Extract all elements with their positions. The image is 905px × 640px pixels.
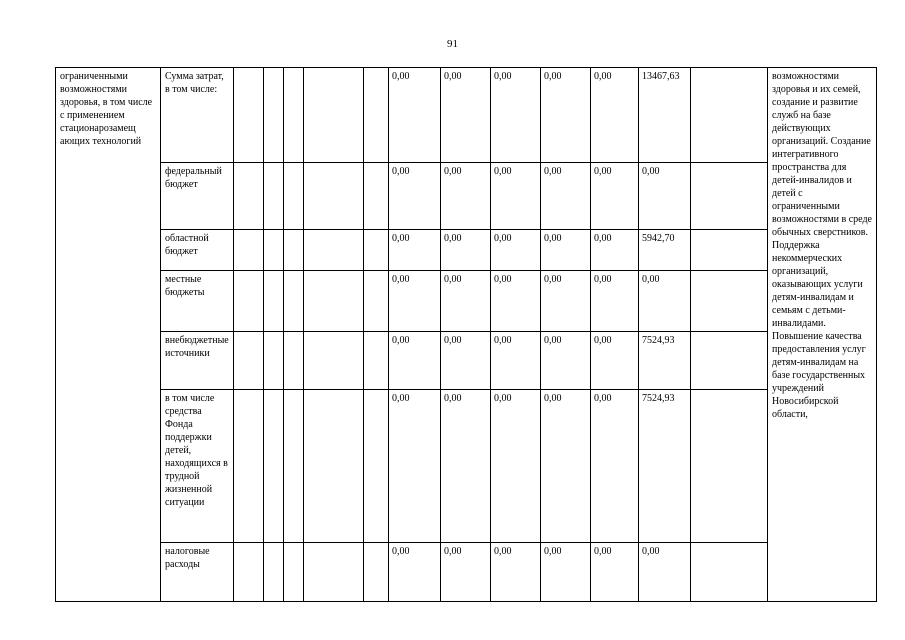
value-cell: 0,00 [491,390,541,543]
row-label: налоговые расходы [161,543,234,602]
value-cell: 0,00 [441,271,491,332]
financing-table [55,67,877,602]
value-cell: 0,00 [541,543,591,602]
row-label: местные бюджеты [161,271,234,332]
value-cell: 0,00 [491,332,541,390]
value-cell: 0,00 [491,543,541,602]
value-cell: 7524,93 [639,332,691,390]
value-cell: 0,00 [541,271,591,332]
row-label: федеральный бюджет [161,163,234,230]
table-row [56,163,877,230]
value-cell: 0,00 [591,543,639,602]
value-cell: 0,00 [639,271,691,332]
value-cell: 0,00 [389,163,441,230]
value-cell: 0,00 [541,163,591,230]
value-cell: 0,00 [441,230,491,271]
value-cell: 0,00 [541,230,591,271]
value-cell: 0,00 [491,271,541,332]
value-cell: 0,00 [639,543,691,602]
value-cell: 0,00 [441,390,491,543]
value-cell: 13467,63 [639,68,691,163]
value-cell: 0,00 [591,163,639,230]
value-cell: 0,00 [441,68,491,163]
value-cell: 7524,93 [639,390,691,543]
value-cell: 0,00 [591,68,639,163]
value-cell: 0,00 [541,68,591,163]
value-cell: 0,00 [389,332,441,390]
table-row [56,390,877,543]
value-cell: 0,00 [591,230,639,271]
value-cell: 0,00 [639,163,691,230]
expected-results-cell: возможностями здоровья и их семей, создание и развитие служб на базе действующих организаций. Создание интегративного пространства для детей-инвалидов и детей с ограниченными возможностями в среде обычных сверстников. Поддержка некоммерческих организаций, оказывающих услуги детям-инвалидам и семьям с детьми-инвалидами. Повышение качества предоставления услуг детям-инвалидам на базе государственных учреждений Новосибирской области, [768,68,877,602]
value-cell: 0,00 [491,230,541,271]
table-row [56,271,877,332]
value-cell: 0,00 [591,390,639,543]
row-label: Сумма затрат, в том числе: [161,68,234,163]
value-cell: 0,00 [491,163,541,230]
value-cell: 0,00 [541,390,591,543]
value-cell: 0,00 [389,68,441,163]
page-number: 91 [447,38,458,50]
value-cell: 0,00 [389,390,441,543]
value-cell: 0,00 [491,68,541,163]
value-cell: 5942,70 [639,230,691,271]
row-label: внебюджетные источники [161,332,234,390]
value-cell: 0,00 [441,543,491,602]
row-label: областной бюджет [161,230,234,271]
table-row [56,332,877,390]
value-cell: 0,00 [441,332,491,390]
value-cell: 0,00 [591,332,639,390]
value-cell: 0,00 [591,271,639,332]
table-row [56,230,877,271]
value-cell: 0,00 [389,543,441,602]
table-row [56,543,877,602]
row-label: в том числе средства Фонда поддержки детей, находящихся в трудной жизненной ситуации [161,390,234,543]
value-cell: 0,00 [441,163,491,230]
measure-description-cell: ограниченными возможностями здоровья, в том числе с применением стационарозамещ ающих технологий [56,68,161,602]
value-cell: 0,00 [541,332,591,390]
value-cell: 0,00 [389,230,441,271]
table-row [56,68,877,163]
value-cell: 0,00 [389,271,441,332]
